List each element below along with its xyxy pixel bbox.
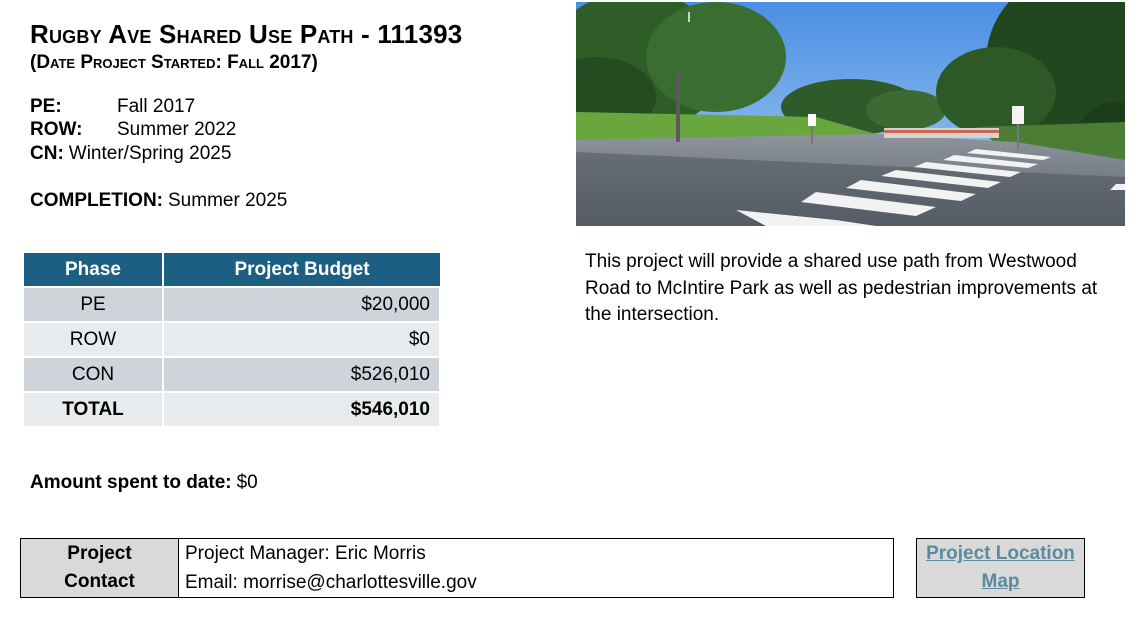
schedule-cn-label: CN: <box>30 143 64 164</box>
budget-table <box>24 253 441 428</box>
schedule-pe-value: Fall 2017 <box>117 96 196 117</box>
amount-spent-label: Amount spent to date: <box>30 472 232 493</box>
budget-cell: $546,010 <box>163 392 440 427</box>
budget-cell: $20,000 <box>163 287 440 322</box>
street-intersection-photo <box>576 2 1125 226</box>
column-header-phase: Phase <box>24 253 163 287</box>
schedule-row-label: ROW: <box>30 119 83 140</box>
project-contact-box <box>20 538 894 598</box>
amount-spent-value: $0 <box>236 472 258 493</box>
budget-cell: $526,010 <box>163 357 440 392</box>
schedule-cn-value: Winter/Spring 2025 <box>68 143 232 164</box>
completion-value: Summer 2025 <box>168 190 288 211</box>
amount-spent <box>30 472 258 494</box>
project-manager: Project Manager: Eric Morris <box>185 543 426 564</box>
project-location-map-box <box>916 538 1085 598</box>
project-contact-info <box>179 539 477 597</box>
schedule-pe <box>30 96 195 118</box>
phase-cell: CON <box>24 357 163 392</box>
budget-cell: $0 <box>163 322 440 357</box>
completion-label: COMPLETION: <box>30 190 163 211</box>
phase-cell: ROW <box>24 322 163 357</box>
schedule-row <box>30 119 236 141</box>
schedule-row-value: Summer 2022 <box>117 119 237 140</box>
table-header-row <box>24 253 440 287</box>
phase-cell: TOTAL <box>24 392 163 427</box>
table-row <box>24 287 440 322</box>
project-contact-label-text: Project Contact <box>64 543 135 592</box>
column-header-budget: Project Budget <box>163 253 440 287</box>
project-email[interactable]: Email: morrise@charlottesville.gov <box>185 572 477 593</box>
project-contact-label <box>21 539 179 597</box>
schedule-completion <box>30 190 287 212</box>
project-location-map-link[interactable]: Project Location Map <box>926 543 1075 592</box>
table-row <box>24 322 440 357</box>
schedule-pe-label: PE: <box>30 96 62 117</box>
project-description: This project will provide a shared use path from Westwood Road to McIntire Park as well as pedestrian improvements at the intersection. <box>585 251 1098 325</box>
phase-cell: PE <box>24 287 163 322</box>
page-subtitle: (Date Project Started: Fall 2017) <box>30 52 318 73</box>
page-title: Rugby Ave Shared Use Path - 111393 <box>30 19 463 49</box>
table-row <box>24 357 440 392</box>
table-total-row <box>24 392 440 427</box>
schedule-cn <box>30 143 231 165</box>
